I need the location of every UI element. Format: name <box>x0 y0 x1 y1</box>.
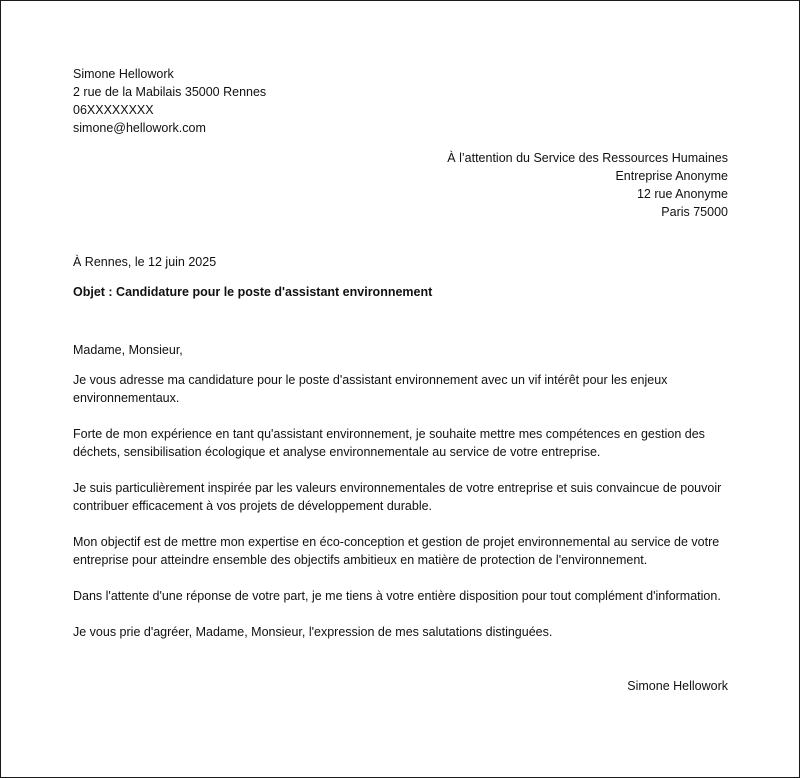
sender-address: 2 rue de la Mabilais 35000 Rennes <box>73 85 267 99</box>
letter-signature: Simone Hellowork <box>627 679 728 693</box>
recipient-company: Entreprise Anonyme <box>615 169 728 183</box>
letter-paragraph-1: Je vous adresse ma candidature pour le poste d'assistant environnement avec un vif intérêt pour les enjeux environnementaux. <box>73 373 668 405</box>
sender-block <box>73 65 728 137</box>
recipient-street: 12 rue Anonyme <box>636 187 728 201</box>
letter-paragraph-2: Forte de mon expérience en tant qu'assistant environnement, je souhaite mettre mes compétences en gestion des déchets, sensibilisation écologique et analyse environnementale au service de votre entreprise. <box>73 427 705 459</box>
letter-salutation: Madame, Monsieur, <box>73 343 183 357</box>
sender-email: simone@hellowork.com <box>73 121 206 135</box>
letter-subject: Objet : Candidature pour le poste d'assistant environnement <box>73 285 433 299</box>
recipient-city: Paris 75000 <box>661 205 728 219</box>
sender-phone: 06XXXXXXXX <box>73 103 154 117</box>
sender-name: Simone Hellowork <box>73 67 174 81</box>
cover-letter <box>73 65 728 695</box>
letter-paragraph-5: Dans l'attente d'une réponse de votre part, je me tiens à votre entière disposition pour tout complément d'information. <box>73 589 721 603</box>
letter-paragraph-4: Mon objectif est de mettre mon expertise en éco-conception et gestion de projet environnemental au service de votre entreprise pour atteindre ensemble des objectifs ambitieux en matière de protection de l'environnement. <box>73 535 720 567</box>
letter-date: À Rennes, le 12 juin 2025 <box>73 255 217 269</box>
recipient-block <box>73 149 728 221</box>
letter-paragraph-6: Je vous prie d'agréer, Madame, Monsieur, l'expression de mes salutations distinguées. <box>73 625 553 639</box>
recipient-attention: À l’attention du Service des Ressources Humaines <box>447 151 728 165</box>
letter-paragraph-3: Je suis particulièrement inspirée par les valeurs environnementales de votre entreprise et suis convaincue de pouvoir contribuer efficacement à vos projets de développement durable. <box>73 481 722 513</box>
